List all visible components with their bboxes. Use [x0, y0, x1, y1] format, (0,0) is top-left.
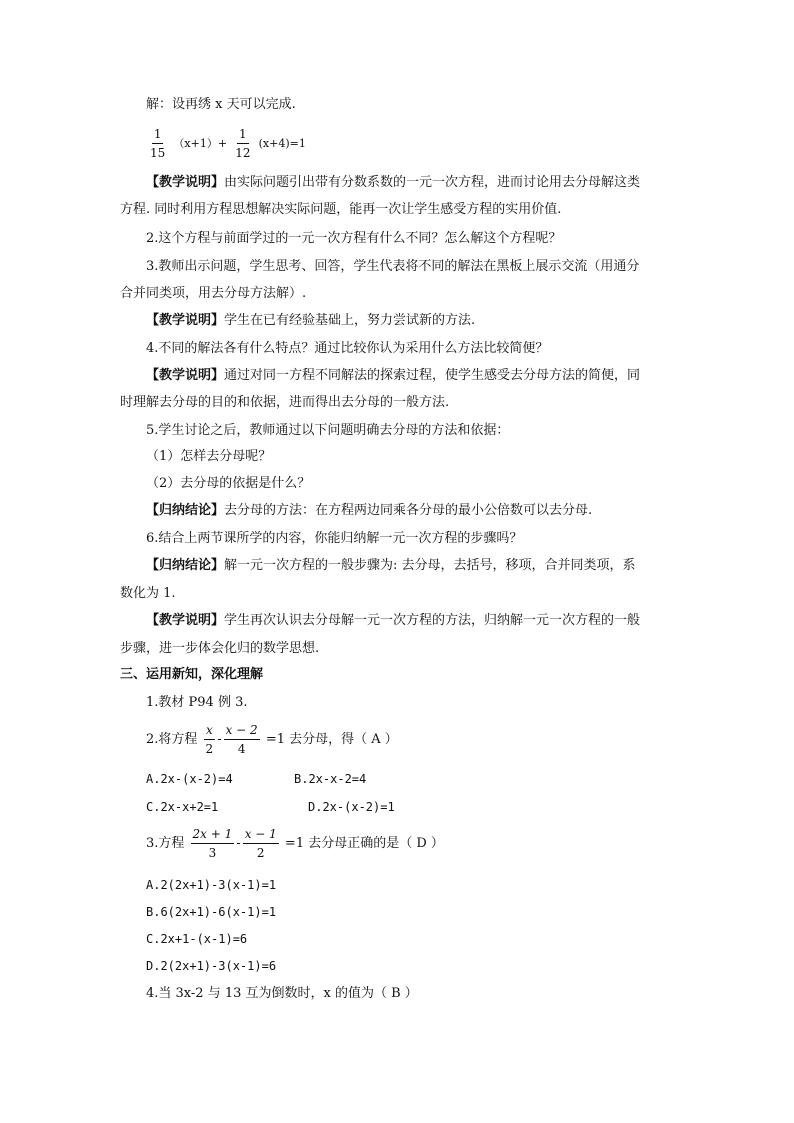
- fraction: $\frac{x - 1}{2}$: [244, 827, 277, 860]
- option-c: C.2x+1-(x-1)=6: [146, 932, 248, 946]
- question-5-2: （2）去分母的依据是什么？: [146, 476, 311, 491]
- question-2: 2.这个方程与前面学过的一元一次方程有什么不同？怎么解这个方程呢？: [146, 231, 562, 246]
- fraction: $\frac{x}{2}$: [205, 723, 214, 756]
- exercise-2: 2.将方程 $\frac{x}{2}$ - $\frac{x - 2}{4}$ =1 去分母，得（ A ）: [146, 723, 398, 756]
- fraction: $\frac{x - 2}{4}$: [225, 723, 258, 756]
- equation-1: $\frac{1}{15}$ （x+1）+ $\frac{1}{12}$ (x+4)=1: [150, 127, 306, 160]
- option-a: A.2(2x+1)-3(x-1)=1: [146, 878, 277, 892]
- teaching-note-cont: 步骤，进一步体会化归的数学思想.: [120, 641, 320, 656]
- conclusion-cont: 数化为 1.: [120, 586, 176, 601]
- question-3-cont: 合并同类项，用去分母方法解）.: [120, 286, 307, 301]
- question-5: 5.学生讨论之后，教师通过以下问题明确去分母的方法和依据：: [146, 423, 510, 438]
- exercise-1: 1.教材 P94 例 3.: [146, 695, 248, 710]
- question-5-1: （1）怎样去分母呢？: [146, 449, 272, 464]
- solve-line: 解：设再绣 x 天可以完成.: [146, 97, 296, 112]
- teaching-note: 【教学说明】由实际问题引出带有分数系数的一元一次方程，进而讨论用去分母解这类: [146, 175, 641, 190]
- question-6: 6.结合上两节课所学的内容，你能归纳解一元一次方程的步骤吗？: [146, 531, 523, 546]
- conclusion: 【归纳结论】去分母的方法：在方程两边同乘各分母的最小公倍数可以去分母.: [146, 503, 593, 518]
- teaching-note-cont: 时理解去分母的目的和依据，进而得出去分母的一般方法.: [120, 395, 450, 410]
- option-a: A.2x-(x-2)=4: [146, 772, 233, 786]
- question-4: 4.不同的解法各有什么特点？通过比较你认为采用什么方法比较简便？: [146, 341, 549, 356]
- teaching-note: 【教学说明】学生再次认识去分母解一元一次方程的方法，归纳解一元一次方程的一般: [146, 613, 641, 628]
- conclusion: 【归纳结论】解一元一次方程的一般步骤为: 去分母，去括号，移项，合并同类项，系: [146, 558, 636, 573]
- option-c: C.2x-x+2=1: [146, 800, 219, 814]
- section-title: 三、运用新知，深化理解: [120, 667, 264, 682]
- fraction: $\frac{1}{15}$: [150, 127, 166, 160]
- option-d: D.2x-(x-2)=1: [308, 800, 395, 814]
- teaching-note: 【教学说明】通过对同一方程不同解法的探索过程，使学生感受去分母方法的简便，同: [146, 368, 641, 383]
- teaching-note: 【教学说明】学生在已有经验基础上，努力尝试新的方法.: [146, 313, 476, 328]
- option-b: B.6(2x+1)-6(x-1)=1: [146, 905, 277, 919]
- exercise-3: 3.方程 $\frac{2x + 1}{3}$ - $\frac{x - 1}{2}$ =1 去分母正确的是（ D ）: [146, 827, 444, 860]
- option-b: B.2x-x-2=4: [294, 772, 367, 786]
- teaching-note-cont: 方程. 同时利用方程思想解决实际问题，能再一次让学生感受方程的实用价值.: [120, 202, 562, 217]
- question-3: 3.教师出示问题，学生思考、回答，学生代表将不同的解法在黑板上展示交流（用通分: [146, 259, 640, 274]
- fraction: $\frac{1}{12}$: [235, 127, 251, 160]
- exercise-4: 4.当 3x-2 与 13 互为倒数时，x 的值为（ B ）: [146, 986, 418, 1001]
- fraction: $\frac{2x + 1}{3}$: [192, 827, 233, 860]
- option-d: D.2(2x+1)-3(x-1)=6: [146, 959, 277, 973]
